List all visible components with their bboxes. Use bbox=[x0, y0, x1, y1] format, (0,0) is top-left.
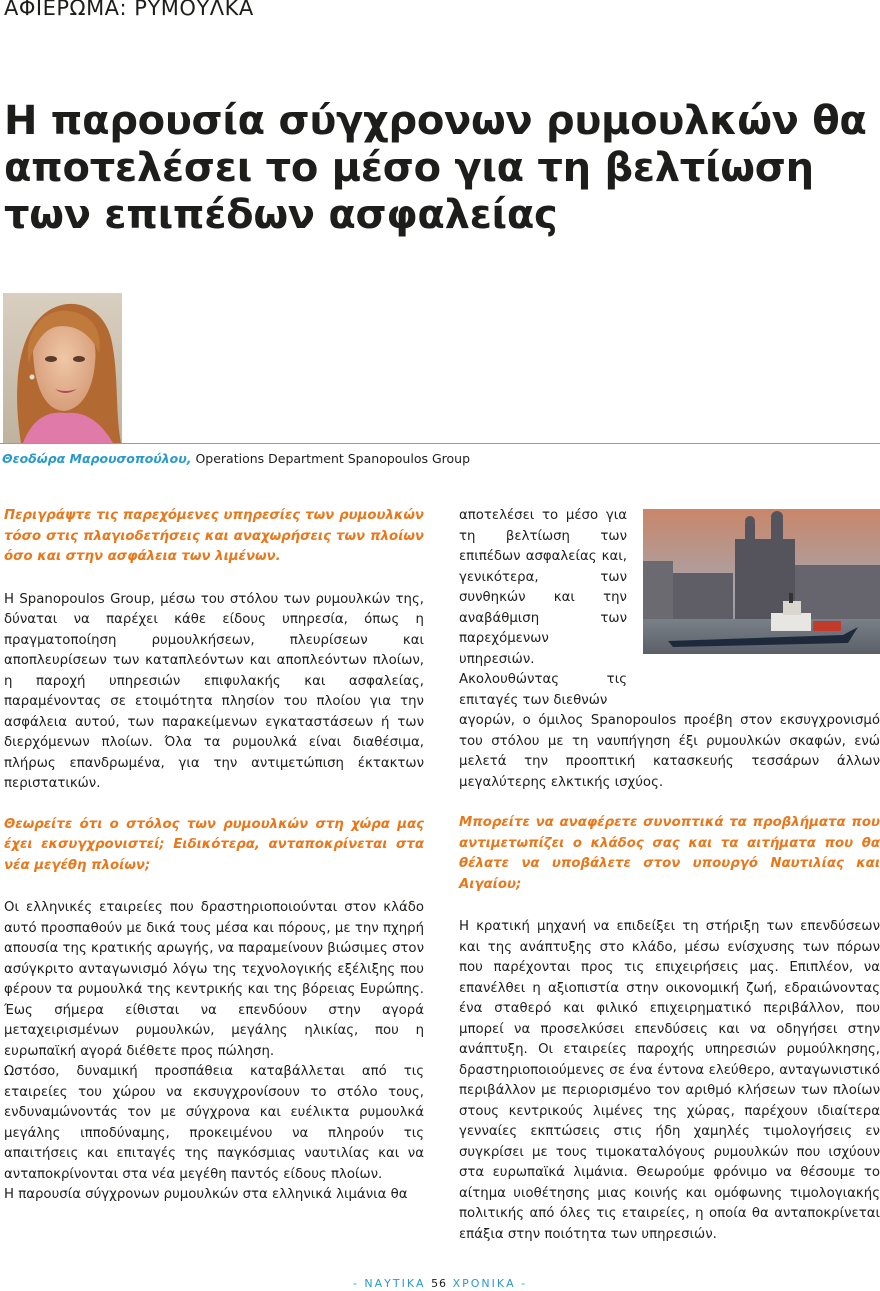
left-column bbox=[4, 506, 424, 1206]
footer-magazine-right: ΧΡΟΝΙΚΑ - bbox=[452, 1277, 528, 1290]
caption-role: Operations Department Spanopoulos Group bbox=[195, 451, 471, 466]
caption-name: Θεοδώρα Μαρουσοπούλου, bbox=[2, 451, 192, 466]
tugboat-photo bbox=[643, 509, 880, 654]
page-number: 56 bbox=[431, 1277, 448, 1290]
answer-2-paragraph-1: Οι ελληνικές εταιρείες που δραστηριοποιούνται στον κλάδο αυτό προσπαθούν με δικά τους μέσα και πόρους, με την πχηρή απουσία της κρατικής αρωγής, να παραμείνουν βιώσιμες στον ασύγκριτο ανταγωνισμό λόγω της τεχνολογικής εξέλιξης που φέρουν τα ρυμουλκά της κεντρικής και της βόρειας Ευρώπης. Έως σήμερα είθισται να επενδύουν στην αγορά μεταχειρισμένων ρυμουλκών, μεγάλης ηλικίας, που η ευρωπαϊκή αγορά διέθετε προς πώληση. bbox=[4, 900, 424, 1059]
question-3: Μπορείτε να αναφέρετε συνοπτικά τα προβλήματα που αντιμετωπίζει ο κλάδος σας και τα αιτήματα που θα θέλατε να υποβάλετε στον υπουργό Ναυτιλίας και Αιγαίου; bbox=[459, 815, 880, 892]
footer-magazine-left: - ΝΑΥΤΙΚΑ bbox=[352, 1277, 426, 1290]
page-footer bbox=[0, 1277, 880, 1290]
answer-2-paragraph-3: Η παρουσία σύγχρονων ρυμουλκών στα ελληνικά λιμάνια θα bbox=[4, 1187, 408, 1202]
answer-1: Η Spanopoulos Group, μέσω του στόλου των ρυμουλκών της, δύναται να παρέχει κάθε είδους υπηρεσία, όπως η πραγματοποίηση ρυμουλκήσεων, πλευρίσεων και αποπλευρίσεων των καταπλεόντων και αποπλεόντων πλοίων, η παροχή υπηρεσιών επιφυλακής και ασφαλείας, παραμένοντας σε ετοιμότητα πλησίον του πλοίου για την ασφάλεια αυτού, των παρακείμενων εγκαταστάσεων ή των διερχόμενων πλοίων. Όλα τα ρυμουλκά είναι διαθέσιμα, πλήρως επανδρωμένα, για την αντιμετώπιση έκτακτων περιστατικών. bbox=[4, 591, 424, 791]
answer-2-continued-wrap: αποτελέσει το μέσο για τη βελτίωση των επιπέδων ασφαλείας και, γενικότερα, των συνθηκών και την αναβάθμιση των παρεχόμενων υπηρεσιών. Ακολουθώντας τις επιταγές των διεθνών bbox=[459, 508, 627, 708]
question-1: Περιγράψτε τις παρεχόμενες υπηρεσίες των ρυμουλκών τόσο στις πλαγιοδετήσεις και αναχωρήσεις των πλοίων όσο και στην ασφάλεια των λιμένων. bbox=[4, 508, 424, 564]
photo-caption bbox=[2, 451, 470, 466]
answer-2-continued: αγορών, ο όμιλος Spanopoulos προέβη στον εκσυγχρονισμό του στόλου με τη ναυπήγηση έξι ρυμουλκών σκαφών, ενώ μελετά την προοπτική κατασκευής τεσσάρων άλλων μεγαλύτερης ελκτικής ισχύος. bbox=[459, 713, 880, 790]
headline: Η παρουσία σύγχρονων ρυμουλκών θα αποτελέσει το μέσο για τη βελτίωση των επιπέδων ασφαλείας bbox=[4, 98, 867, 238]
portrait-photo bbox=[3, 293, 122, 443]
question-2: Θεωρείτε ότι ο στόλος των ρυμουλκών στη χώρα μας έχει εκσυγχρονιστεί; Ειδικότερα, ανταποκρίνεται στα νέα μεγέθη πλοίων; bbox=[4, 816, 424, 873]
caption-divider bbox=[0, 443, 880, 444]
answer-2-paragraph-2: Ωστόσο, δυναμική προσπάθεια καταβάλλεται από τις εταιρείες του χώρου να εκσυγχρονίσουν το στόλο τους, ενδυναμώνοντάς τον με σύγχρονα και ευέλικτα ρυμουλκά μεγάλης ιπποδύναμης, προκειμένου να πληρούν τις απαιτήσεις και επιταγές της παγκόσμιας ναυτιλίας και να ανταποκρίνονται στα νέα μεγέθη παντός είδους πλοίων. bbox=[4, 1064, 424, 1182]
answer-3: Η κρατική μηχανή να επιδείξει τη στήριξη των επενδύσεων και της ανάπτυξης στο κλάδο, μέσω ενίσχυσης των πόρων που παρέχονται προς τις επιχειρήσεις μας. Επιπλέον, να επανέλθει η αξιοπιστία στην οικονομική ζωή, εδραιώνοντας ένα σταθερό και φιλικό επιχειρηματικό περιβάλλον, που μπορεί να προσελκύσει επενδύσεις και να οδηγήσει στην ανάπτυξη. Οι εταιρείες παροχής υπηρεσιών ρυμούλκησης, δραστηριοποιούμενες σε ένα έντονα ελεύθερο, ανταγωνιστικό περιβάλλον με περιορισμένο τον αριθμό κλήσεων των πλοίων στους κεντρικούς λιμένες της χώρας, παρέχουν ιδιαίτερα γενναίες εκπτώσεις στις ήδη χαμηλές τιμολογήσεις εν συγκρίσει με τους τιμοκαταλόγους ρυμουλκών που ισχύουν στα ευρωπαϊκά λιμάνια. Θεωρούμε φρόνιμο να θέσουμε το αίτημα υιοθέτησης μιας κοινής και ομόφωνης τιμολογιακής πολιτικής από όλες τις εταιρείες, η οποία θα ανταποκρίνεται επάξια στην ποιότητα των υπηρεσιών. bbox=[459, 919, 880, 1242]
section-tag: ΑΦΙΕΡΩΜΑ: ΡΥΜΟΥΛΚΑ bbox=[4, 0, 254, 20]
